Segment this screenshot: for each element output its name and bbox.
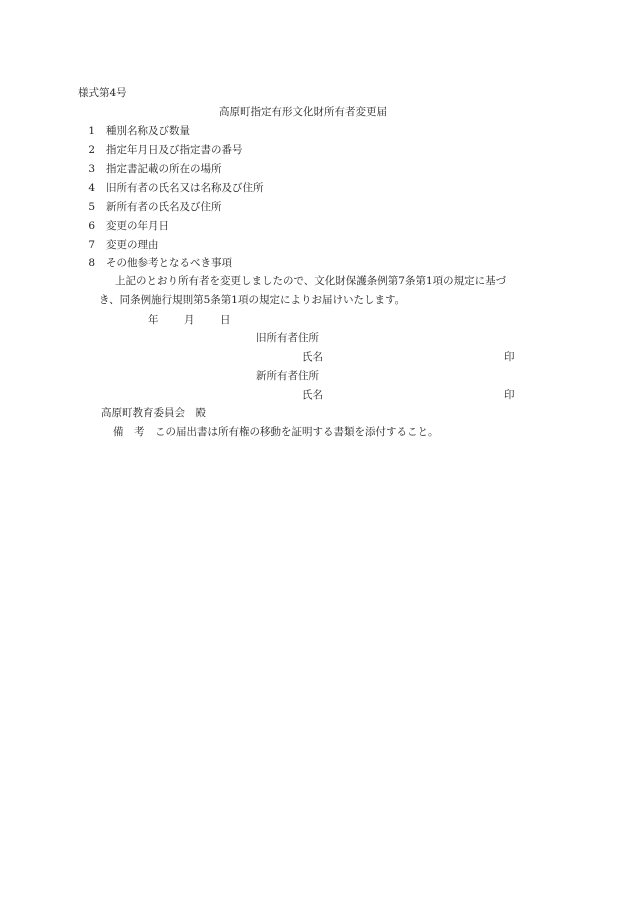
item-number: 3	[88, 163, 95, 175]
old-owner-seal-mark: 印	[504, 351, 515, 363]
body-text-line1: 上記のとおり所有者を変更しましたので、文化財保護条例第7条第1項の規定に基づ	[115, 275, 507, 287]
item-text: その他参考となるべき事項	[106, 257, 232, 269]
date-day-label: 日	[220, 314, 231, 326]
date-year-label: 年	[148, 314, 159, 326]
item-text: 旧所有者の氏名又は名称及び住所	[106, 182, 264, 194]
note: 備 考 この届出書は所有権の移動を証明する書類を添付すること。	[113, 426, 439, 438]
document-title: 高原町指定有形文化財所有者変更届	[219, 106, 387, 118]
old-owner-address-label: 旧所有者住所	[256, 332, 319, 344]
item-number: 8	[88, 257, 95, 269]
item-number: 5	[88, 201, 95, 213]
date-month-label: 月	[184, 314, 195, 326]
body-text-line2: き、同条例施行規則第5条第1項の規定によりお届けいたします。	[99, 294, 406, 306]
addressee: 高原町教育委員会 殿	[101, 407, 206, 419]
item-text: 指定年月日及び指定書の番号	[106, 144, 243, 156]
new-owner-name-label: 氏名	[302, 389, 323, 401]
item-text: 変更の理由	[106, 239, 159, 251]
item-number: 2	[88, 144, 95, 156]
item-number: 4	[88, 182, 95, 194]
item-text: 新所有者の氏名及び住所	[106, 201, 222, 213]
item-text: 指定書記載の所在の場所	[106, 163, 222, 175]
new-owner-seal-mark: 印	[504, 389, 515, 401]
new-owner-address-label: 新所有者住所	[256, 370, 319, 382]
item-number: 1	[88, 125, 95, 137]
item-text: 変更の年月日	[106, 220, 169, 232]
item-number: 6	[88, 220, 95, 232]
item-text: 種別名称及び数量	[106, 125, 190, 137]
old-owner-name-label: 氏名	[302, 351, 323, 363]
form-number: 様式第4号	[78, 87, 127, 99]
item-number: 7	[88, 239, 95, 251]
